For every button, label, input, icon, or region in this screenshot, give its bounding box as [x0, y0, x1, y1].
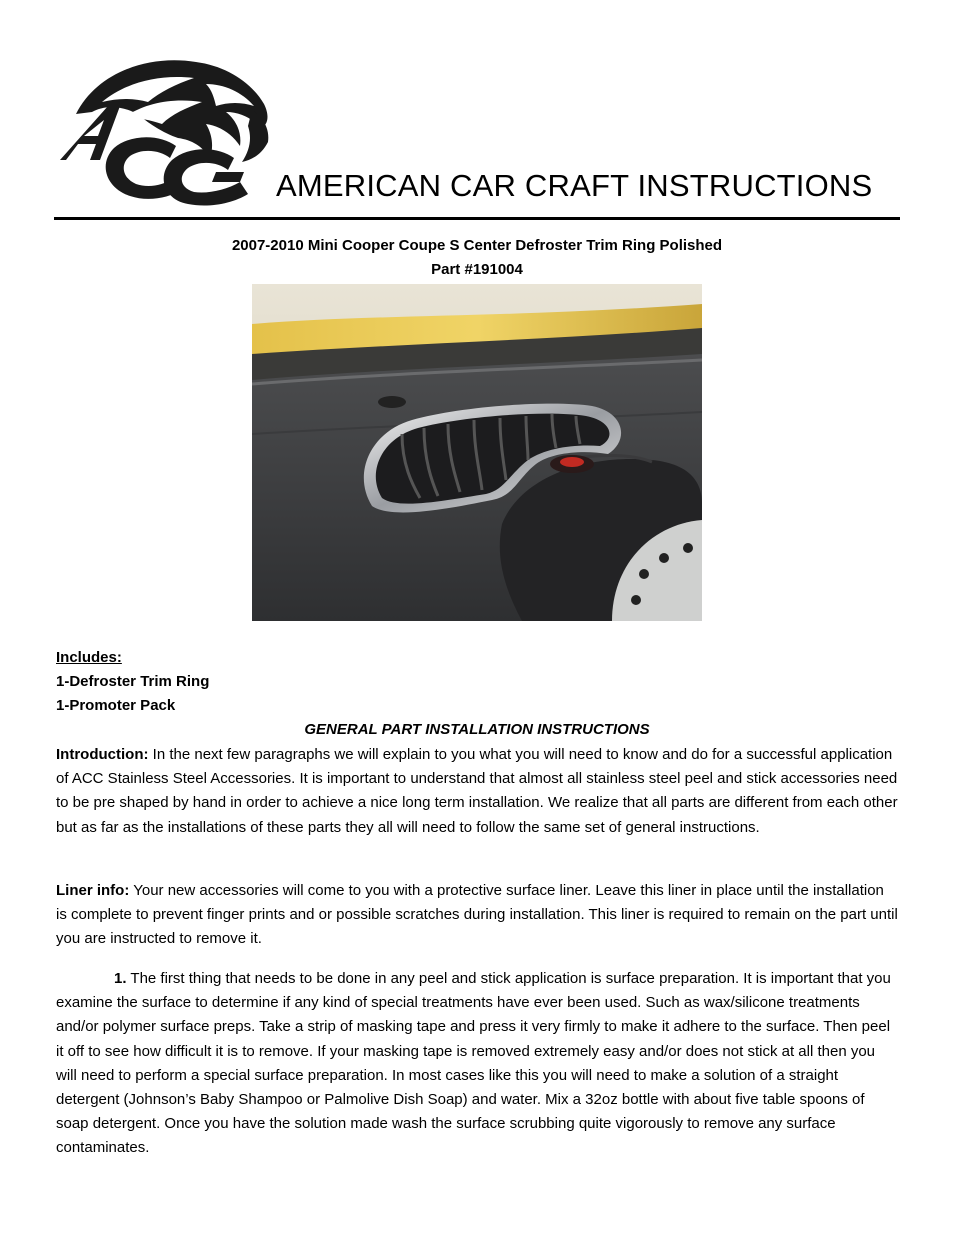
product-title: 2007-2010 Mini Cooper Coupe S Center Defroster Trim Ring Polished — [231, 237, 723, 254]
includes-heading: Includes: — [56, 649, 122, 666]
step-1-paragraph — [56, 967, 898, 1161]
introduction-label: Introduction: — [56, 746, 149, 763]
step-1-text: The first thing that needs to be done in any peel and stick application is surface preparation. It is important that you examine the surface to determine if any kind of special treatments have ever been used. Such as wax/silicone treatments and/or polymer surface preps. Take a strip of masking tape and press it very firmly to make it adhere to the surface. Then peel it off to see how difficult it is to remove. If your masking tape is removed extremely easy and/or does not stick at all then you will need to perform a special surface preparation. In most cases like this you will need to make a solution of a straight detergent (Johnson’s Baby Shampoo or Palmolive Dish Soap) and water. Mix a 32oz bottle with about five table spoons of soap detergent. Once you have the solution made wash the surface scrubbing quite vigorously to remove any surface contaminates. — [56, 970, 891, 1157]
document-title: AMERICAN CAR CRAFT INSTRUCTIONS — [276, 168, 873, 203]
includes-item: 1-Defroster Trim Ring — [56, 673, 210, 690]
introduction-paragraph — [56, 743, 898, 840]
includes-item: 1-Promoter Pack — [56, 697, 176, 714]
introduction-text: In the next few paragraphs we will explain to you what you will need to know and do for a successful application of ACC Stainless Steel Accessories. It is important to understand that almost all stainless steel peel and stick accessories need to be pre shaped by hand in order to achieve a nice long term installation. We realize that all parts are different from each other but as far as the installations of these parts they all will need to follow the same set of general instructions. — [56, 746, 898, 836]
liner-info-label: Liner info: — [56, 882, 130, 899]
general-instructions-heading: GENERAL PART INSTALLATION INSTRUCTIONS — [304, 721, 650, 738]
step-1-number: 1. — [114, 970, 127, 987]
part-number: Part #191004 — [431, 261, 523, 278]
liner-info-paragraph — [56, 879, 898, 952]
product-photo — [252, 284, 702, 621]
acc-eagle-logo — [56, 54, 278, 206]
liner-info-text: Your new accessories will come to you with a protective surface liner. Leave this liner in place until the installation is complete to prevent finger prints and or possible scratches during installation. This liner is required to remain on the part until you are instructed to remove it. — [56, 882, 898, 948]
header-divider — [54, 217, 900, 220]
